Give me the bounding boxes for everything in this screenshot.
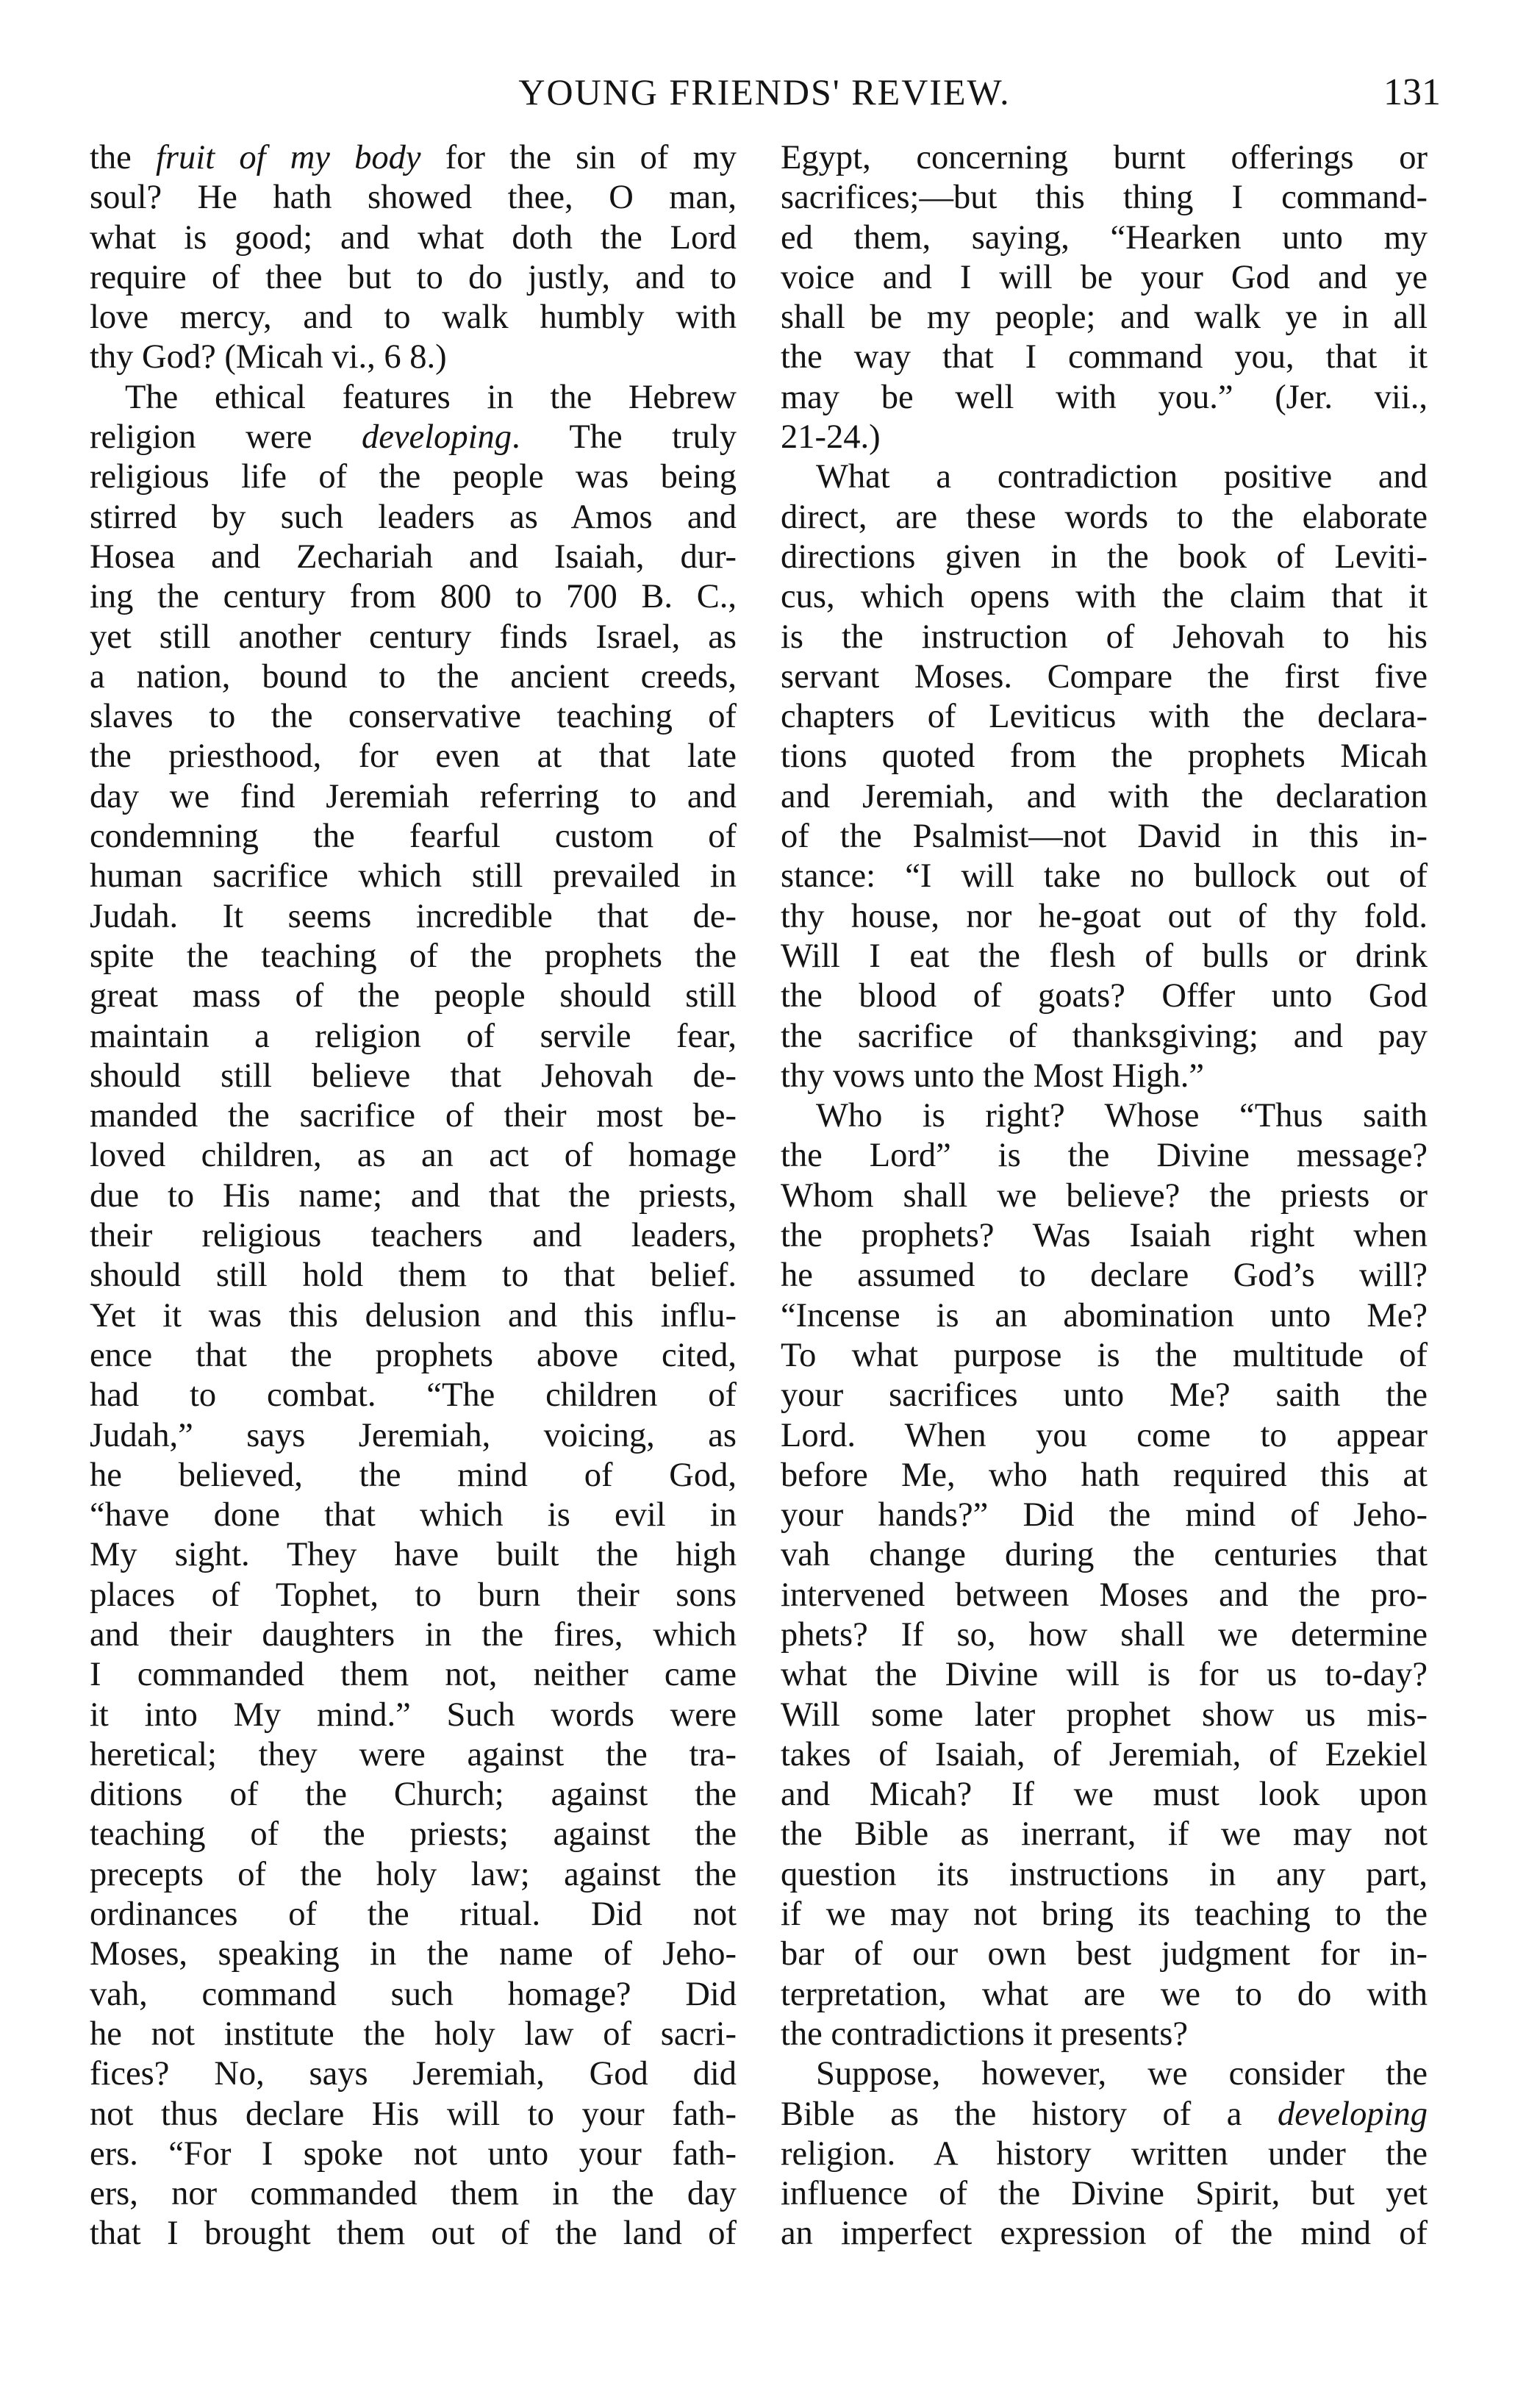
text-line: ing the century from 800 to 700 B. C.,	[90, 578, 737, 616]
text-line: What a contradiction positive and	[816, 458, 1428, 496]
text-line: may be well with you.” (Jer. vii.,	[781, 378, 1428, 416]
page-header	[88, 68, 1441, 126]
text-line: ed them, saying, “Hearken unto my	[781, 218, 1428, 257]
text-line: bar of our own best judgment for in-	[781, 1935, 1428, 1973]
running-title: YOUNG FRIENDS' REVIEW.	[518, 71, 1011, 112]
text-line: thy house, nor he-goat out of thy fold.	[781, 897, 1428, 935]
text-line: loved children, as an act of homage	[90, 1137, 737, 1175]
text-line: Whom shall we believe? the priests or	[781, 1176, 1428, 1215]
text-line: and Jeremiah, and with the declaration	[781, 777, 1428, 815]
text-line: yet still another century finds Israel, as	[90, 618, 737, 656]
text-line: Moses, speaking in the name of Jeho-	[90, 1935, 737, 1973]
text-line: vah change during the centuries that	[781, 1536, 1428, 1574]
text-line: sacrifices;—but this thing I command-	[781, 179, 1428, 217]
text-line: intervened between Moses and the pro-	[781, 1576, 1428, 1614]
text-line: tions quoted from the prophets Micah	[781, 737, 1428, 776]
text-line: great mass of the people should still	[90, 977, 737, 1015]
text-line: the sacrifice of thanksgiving; and pay	[781, 1017, 1428, 1055]
text-line: The ethical features in the Hebrew	[125, 378, 737, 416]
text-line: influence of the Divine Spirit, but yet	[781, 2175, 1428, 2213]
text-line: Yet it was this delusion and this influ-	[90, 1296, 737, 1334]
text-line: voice and I will be your God and ye	[781, 258, 1428, 296]
text-line: Bible as the history of a developing	[781, 2095, 1428, 2133]
text-line: places of Tophet, to burn their sons	[90, 1576, 737, 1614]
text-line: a nation, bound to the ancient creeds,	[90, 657, 737, 696]
text-line: the fruit of my body for the sin of my	[90, 139, 737, 176]
text-line: require of thee but to do justly, and to	[90, 258, 737, 296]
text-line: religious life of the people was being	[90, 458, 737, 496]
text-line: ers, nor commanded them in the day	[90, 2175, 737, 2213]
text-line: is the instruction of Jehovah to his	[781, 618, 1428, 656]
text-line: Who is right? Whose “Thus saith	[816, 1097, 1428, 1135]
text-line: he believed, the mind of God,	[90, 1456, 737, 1494]
text-line: 21-24.)	[781, 418, 881, 457]
text-line: Will some later prophet show us mis-	[781, 1696, 1428, 1734]
text-line: takes of Isaiah, of Jeremiah, of Ezekiel	[781, 1735, 1428, 1773]
text-line: slaves to the conservative teaching of	[90, 698, 737, 736]
text-line: ditions of the Church; against the	[90, 1776, 737, 1814]
text-line: the prophets? Was Isaiah right when	[781, 1217, 1428, 1255]
text-line: cus, which opens with the claim that it	[781, 578, 1428, 616]
text-line: directions given in the book of Leviti-	[781, 537, 1428, 576]
text-line: the Lord” is the Divine message?	[781, 1137, 1428, 1175]
text-line: he not institute the holy law of sacri-	[90, 2015, 737, 2053]
text-line: ers. “For I spoke not unto your fath-	[90, 2134, 737, 2173]
text-line: the blood of goats? Offer unto God	[781, 977, 1428, 1015]
text-line: religion were developing. The truly	[90, 418, 737, 457]
text-line: before Me, who hath required this at	[781, 1456, 1428, 1494]
text-line: due to His name; and that the priests,	[90, 1176, 737, 1215]
text-line: Egypt, concerning burnt offerings or	[781, 139, 1428, 176]
text-line: human sacrifice which still prevailed in	[90, 857, 737, 896]
page-number: 131	[1383, 71, 1441, 113]
text-line: should still believe that Jehovah de-	[90, 1057, 737, 1095]
text-line: Hosea and Zechariah and Isaiah, dur-	[90, 537, 737, 576]
text-line: what is good; and what doth the Lord	[90, 218, 737, 257]
right-text-column	[781, 138, 1428, 2254]
text-line: thy vows unto the Most High.”	[781, 1057, 1205, 1095]
text-line: your hands?” Did the mind of Jeho-	[781, 1496, 1428, 1534]
text-line: what the Divine will is for us to-day?	[781, 1656, 1428, 1694]
text-line: direct, are these words to the elaborate	[781, 498, 1428, 536]
text-line: that I brought them out of the land of	[90, 2215, 737, 2253]
text-line: ence that the prophets above cited,	[90, 1336, 737, 1374]
text-line: their religious teachers and leaders,	[90, 1217, 737, 1255]
text-line: To what purpose is the multitude of	[781, 1336, 1428, 1374]
text-line: the priesthood, for even at that late	[90, 737, 737, 776]
text-line: stirred by such leaders as Amos and	[90, 498, 737, 536]
text-line: and Micah? If we must look upon	[781, 1776, 1428, 1814]
text-line: vah, command such homage? Did	[90, 1975, 737, 2013]
text-line: your sacrifices unto Me? saith the	[781, 1376, 1428, 1415]
text-line: ordinances of the ritual. Did not	[90, 1895, 737, 1934]
text-line: thy God? (Micah vi., 6 8.)	[90, 338, 447, 376]
text-line: an imperfect expression of the mind of	[781, 2215, 1428, 2253]
text-line: not thus declare His will to your fath-	[90, 2095, 737, 2133]
left-text-column	[90, 138, 737, 2254]
text-line: “have done that which is evil in	[90, 1496, 737, 1534]
text-line: “Incense is an abomination unto Me?	[781, 1296, 1428, 1334]
text-line: soul? He hath showed thee, O man,	[90, 179, 737, 217]
text-line: should still hold them to that belief.	[90, 1257, 737, 1295]
text-line: love mercy, and to walk humbly with	[90, 299, 737, 337]
text-line: maintain a religion of servile fear,	[90, 1017, 737, 1055]
text-line: question its instructions in any part,	[781, 1855, 1428, 1893]
text-line: the contradictions it presents?	[781, 2015, 1188, 2053]
text-line: stance: “I will take no bullock out of	[781, 857, 1428, 896]
text-line: shall be my people; and walk ye in all	[781, 299, 1428, 337]
text-line: and their daughters in the fires, which	[90, 1615, 737, 1654]
text-line: of the Psalmist—not David in this in-	[781, 818, 1428, 856]
text-line: precepts of the holy law; against the	[90, 1855, 737, 1893]
text-line: if we may not bring its teaching to the	[781, 1895, 1428, 1934]
text-line: Judah. It seems incredible that de-	[90, 897, 737, 935]
text-line: I commanded them not, neither came	[90, 1656, 737, 1694]
text-line: servant Moses. Compare the first five	[781, 657, 1428, 696]
text-line: condemning the fearful custom of	[90, 818, 737, 856]
text-line: he assumed to declare God’s will?	[781, 1257, 1428, 1295]
text-line: Will I eat the flesh of bulls or drink	[781, 937, 1428, 975]
text-line: it into My mind.” Such words were	[90, 1696, 737, 1734]
text-line: chapters of Leviticus with the declara-	[781, 698, 1428, 736]
text-line: Suppose, however, we consider the	[816, 2055, 1428, 2093]
text-line: the Bible as inerrant, if we may not	[781, 1815, 1428, 1854]
text-line: day we find Jeremiah referring to and	[90, 777, 737, 815]
text-line: Lord. When you come to appear	[781, 1416, 1428, 1454]
text-line: spite the teaching of the prophets the	[90, 937, 737, 975]
text-line: terpretation, what are we to do with	[781, 1975, 1428, 2013]
text-line: religion. A history written under the	[781, 2134, 1428, 2173]
text-line: teaching of the priests; against the	[90, 1815, 737, 1854]
text-line: manded the sacrifice of their most be-	[90, 1097, 737, 1135]
text-line: My sight. They have built the high	[90, 1536, 737, 1574]
text-line: heretical; they were against the tra-	[90, 1735, 737, 1773]
text-line: the way that I command you, that it	[781, 338, 1428, 376]
text-line: Judah,” says Jeremiah, voicing, as	[90, 1416, 737, 1454]
text-line: fices? No, says Jeremiah, God did	[90, 2055, 737, 2093]
text-line: phets? If so, how shall we determine	[781, 1615, 1428, 1654]
text-line: had to combat. “The children of	[90, 1376, 737, 1415]
